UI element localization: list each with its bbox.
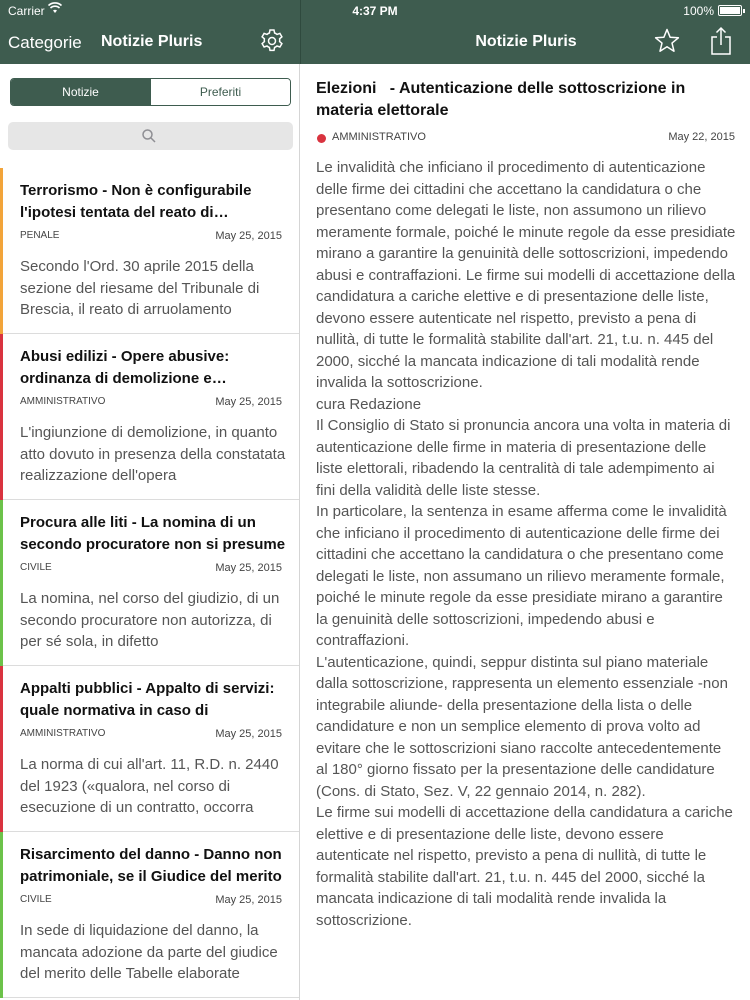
item-category: AMMINISTRATIVO: [20, 396, 106, 407]
list-item[interactable]: [0, 334, 300, 500]
item-title: Risarcimento del danno - Danno non patrimoniale, se il Giudice del merito: [20, 846, 282, 885]
article-paragraph: Le invalidità che inficiano il procedimento di autenticazione delle firme dei cittadini che accettano la candidatura o che presentano come delegati le liste, non assumono un rilievo meramente formale, poiché le minute regole da esse presidiate mirano a garantire la genuinità delle sottoscrizioni, impedendo abusi e contraffazioni. Le firme sui modelli di accettazione della candidatura a cariche elettive e di presentazione delle liste, devono essere autenticate nel rispetto, previsto a pena di nullità, di tutte le formalità stabilite dall'art. 21, t.u. n. 445 del 2000, sicché la mancata indicazione di tali modalità rende invalida la sottoscrizione.: [316, 159, 736, 391]
item-date: May 25, 2015: [215, 562, 282, 574]
gear-icon[interactable]: [258, 27, 286, 55]
clock: 4:37 PM: [352, 4, 398, 18]
search-bar[interactable]: [8, 122, 293, 150]
item-date: May 25, 2015: [215, 894, 282, 906]
battery-percent: 100%: [683, 4, 714, 18]
item-excerpt: La norma di cui all'art. 11, R.D. n. 2440 del 1923 («qualora, nel corso di esecuzione di un contratto, occorra: [20, 756, 279, 816]
top-bar: [0, 0, 750, 64]
article-paragraph: cura Redazione: [316, 395, 422, 413]
item-date: May 25, 2015: [215, 230, 282, 242]
article-pane: [301, 64, 750, 1000]
item-category: CIVILE: [20, 562, 52, 573]
news-list: [0, 168, 300, 998]
search-input[interactable]: [8, 122, 293, 150]
news-list-pane: [0, 64, 300, 1000]
article-category: AMMINISTRATIVO: [332, 131, 426, 143]
item-date: May 25, 2015: [215, 728, 282, 740]
carrier-label: Carrier: [8, 4, 45, 18]
item-excerpt: La nomina, nel corso del giudizio, di un secondo procuratore non autorizza, di per sé sola, in difetto: [20, 590, 280, 650]
item-category: PENALE: [20, 230, 60, 241]
segment-news[interactable]: Notizie: [11, 79, 150, 105]
segmented-control: [10, 78, 291, 106]
list-item[interactable]: [0, 500, 300, 666]
category-dot: [317, 134, 326, 143]
item-category: CIVILE: [20, 894, 52, 905]
detail-title: Notizie Pluris: [475, 33, 577, 50]
item-title: Abusi edilizi - Opere abusive: ordinanza di demolizione e: [20, 348, 230, 387]
category-accent: [0, 168, 3, 334]
article-paragraph: Le firme sui modelli di accettazione della candidatura a cariche elettive e di presentazione delle liste, devono essere autenticate nel rispetto, previsto a pena di nullità, di tutte le formalità stabilite dall'art. 21, t.u. n. 445 del 2000, sicché la mancata indicazione di tali modalità rende invalida la sottoscrizione.: [316, 804, 733, 929]
item-excerpt: L'ingiunzione di demolizione, in quanto atto dovuto in presenza della constatata realizzazione dell'opera: [20, 424, 286, 484]
article-paragraph: In particolare, la sentenza in esame afferma come le invalidità che inficiano il procedimento di autenticazione delle firme dei cittadini che accettano la candidatura o che presentano come delegati le liste, non assumano un rilievo meramente formale, poiché le minute regole da esse presidiate mirano a garantire la genuinità delle sottoscrizioni, impedendo abusi e contraffazioni.: [316, 503, 727, 649]
list-title: Notizie Pluris: [101, 33, 203, 50]
star-icon[interactable]: [653, 27, 681, 55]
list-item[interactable]: [0, 832, 300, 998]
item-date: May 25, 2015: [215, 396, 282, 408]
article-paragraph: L'autenticazione, quindi, seppur distinta sul piano materiale dalla sottoscrizione, rappresenta un elemento essenziale -non integrabile aliunde- della presentazione della lista o delle candidature e non un semplice elemento di prova volto ad evitare che le sottoscrizioni siano raccolte antecedentemente al 180° giorno fissato per la presentazione delle candidature (Cons. di Stato, Sez. V, 22 gennaio 2014, n. 282).: [316, 653, 728, 800]
category-accent: [0, 832, 3, 998]
article-paragraph: Il Consiglio di Stato si pronuncia ancora una volta in materia di autenticazione delle firme in materia di presentazione delle liste elettorali, ribadendo la centralità di tale adempimento ai fini della validità delle liste stesse.: [316, 417, 731, 499]
categories-button[interactable]: Categorie: [8, 33, 82, 52]
status-bar: [0, 0, 750, 20]
item-title: Terrorismo - Non è configurabile l'ipotesi tentata del reato di: [20, 182, 252, 221]
pane-divider: [300, 0, 301, 64]
share-icon[interactable]: [708, 26, 734, 56]
item-category: AMMINISTRATIVO: [20, 728, 106, 739]
item-title: Procura alle liti - La nomina di un secondo procuratore non si presume: [20, 514, 286, 553]
category-accent: [0, 500, 3, 666]
item-excerpt: In sede di liquidazione del danno, la mancata adozione da parte del giudice del merito delle Tabelle elaborate: [20, 922, 278, 982]
item-excerpt: Secondo l'Ord. 30 aprile 2015 della sezione del riesame del Tribunale di Brescia, il reato di arruolamento: [20, 258, 260, 318]
list-item[interactable]: [0, 168, 300, 334]
article-date: May 22, 2015: [668, 131, 735, 143]
category-accent: [0, 334, 3, 500]
segment-favorites[interactable]: Preferiti: [150, 79, 290, 105]
article-body: [316, 157, 736, 931]
item-title: Appalti pubblici - Appalto di servizi: quale normativa in caso di: [20, 680, 275, 719]
category-accent: [0, 666, 3, 832]
article-title: Elezioni - Autenticazione delle sottoscrizione in materia elettorale: [316, 80, 690, 119]
list-item[interactable]: [0, 666, 300, 832]
battery-icon: [718, 5, 742, 16]
